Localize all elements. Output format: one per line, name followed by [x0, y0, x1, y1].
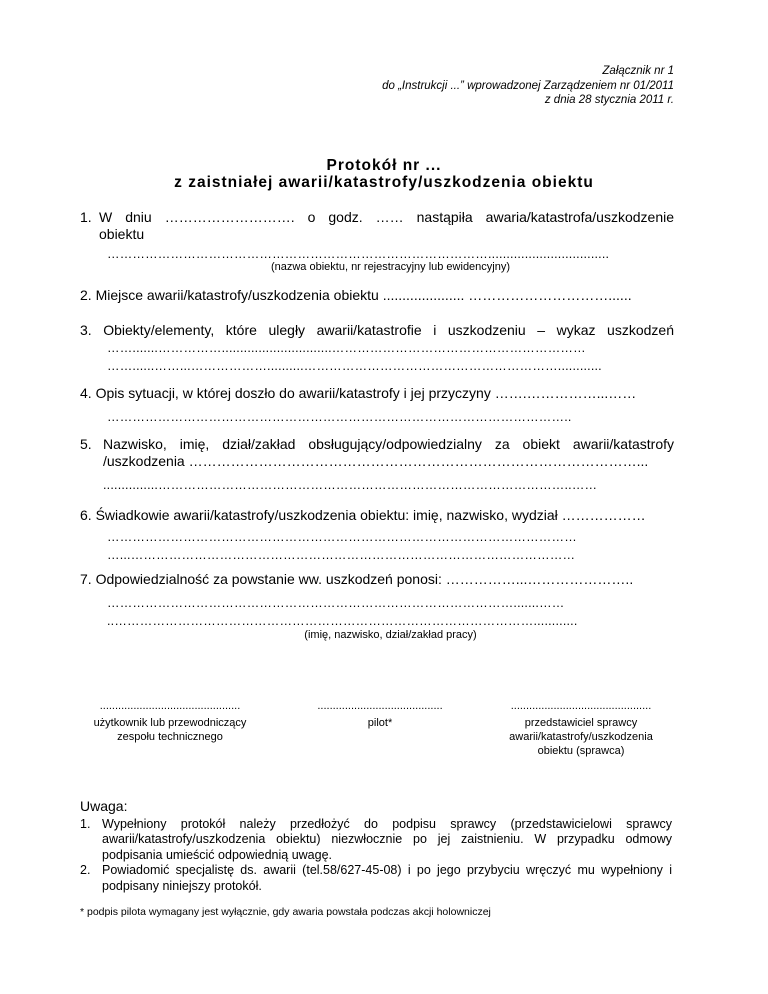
section-1-dots: ……………………………………………………………………………….................................: [107, 247, 610, 261]
footnote: * podpis pilota wymagany jest wyłącznie, gdy awaria powstała podczas akcji holowniczej: [80, 906, 491, 918]
signature-user-label-2: zespołu technicznego: [117, 731, 223, 743]
section-5-number: 5.: [80, 436, 92, 452]
section-4-dots-1: ………………………………………………………………………………………………..: [107, 410, 572, 424]
section-4: [80, 385, 674, 424]
document-title: [0, 157, 768, 191]
section-2-text: 2. Miejsce awarii/katastrofy/uszkodzenia obiektu ..................... …………………………......: [80, 287, 632, 303]
signature-user-dots: ..............................................: [99, 700, 241, 712]
note-item-2: [80, 863, 672, 894]
section-5-text-b: /uszkodzenia ……………………………………………………………………………………...: [103, 453, 649, 469]
section-3-dots-1: …….......……………..............................……………………………………………………: [107, 341, 586, 355]
signature-pilot: [286, 700, 474, 730]
signature-perpetrator: [486, 700, 676, 758]
annex-line-2: do „Instrukcji ...” wprowadzonej Zarządzeniem nr 01/2011: [382, 79, 674, 92]
section-3-dots-2: ……......……...………………..........……………………………………………………............: [107, 359, 602, 373]
annex-header: [382, 64, 674, 108]
section-5-dots-1: ...............……………………………………………………………………………………..……: [103, 478, 598, 492]
notes-heading: Uwaga:: [80, 798, 128, 814]
section-5: [80, 436, 674, 492]
section-7-dots-2: ..………………………………………………………………………………………............: [107, 614, 578, 628]
signature-pilot-dots: .........................................: [317, 700, 443, 712]
annex-line-1: Załącznik nr 1: [602, 65, 674, 77]
signature-user-label-1: użytkownik lub przewodniczący: [93, 717, 247, 729]
note-item-1-text: Wypełniony protokół należy przedłożyć do podpisu sprawcy (przedstawicielowi sprawcy awarii/katastrofy/uszkodzenia obiektu) niezwłocznie po jej zaistnieniu. W przypadku odmowy podpisania umieścić odpowiednią uwagę.: [102, 816, 672, 862]
section-7-text: 7. Odpowiedzialność za powstanie ww. uszkodzeń ponosi: ……………...…………………..: [80, 571, 634, 587]
section-1-caption: (nazwa obiektu, nr rejestracyjny lub ewidencyjny): [270, 261, 511, 273]
signature-perpetrator-label-1: przedstawiciel sprawcy: [524, 717, 638, 729]
section-1-number: 1.: [80, 209, 92, 225]
notes-block: [80, 799, 672, 894]
section-6-text: 6. Świadkowie awarii/katastrofy/uszkodzenia obiektu: imię, nazwisko, wydział ………………: [80, 507, 646, 523]
signature-perpetrator-label-2: awarii/katastrofy/uszkodzenia: [509, 731, 653, 743]
section-3-text: 3. Obiekty/elementy, które uległy awarii/katastrofie i uszkodzeniu – wykaz uszkodzeń: [80, 322, 674, 338]
note-item-2-number: 2.: [80, 863, 91, 877]
section-6: [80, 507, 674, 562]
signature-pilot-label-1: pilot*: [367, 717, 393, 729]
section-1: [80, 209, 674, 274]
section-7-caption: (imię, nazwisko, dział/zakład pracy): [304, 629, 477, 641]
section-2: [80, 287, 674, 304]
section-6-dots-1: …………………………………………………………………………………………………: [107, 530, 577, 544]
section-4-text: 4. Opis sytuacji, w której doszło do awarii/katastrofy i jej przyczyny …….……………...……: [80, 385, 637, 401]
section-1-text-a: W dniu ………………………. o godz. …… nastąpiła awaria/katastrofa/uszkodzenie: [99, 209, 674, 225]
signature-perpetrator-label-3: obiektu (sprawca): [537, 745, 625, 757]
title-line-1: Protokół nr ...: [326, 157, 442, 174]
section-7-dots-1: …………………………………………………………………………………….......……: [107, 596, 565, 610]
section-5-text-a: Nazwisko, imię, dział/zakład obsługujący/odpowiedzialny za obiekt awarii/katastrofy: [103, 436, 674, 452]
section-6-dots-2: …...……………………………………………………………………………………………: [107, 548, 576, 562]
notes-list: [80, 817, 672, 895]
note-item-2-text: Powiadomić specjalistę ds. awarii (tel.58/627-45-08) i po jego przybyciu wręczyć mu wypełniony i podpisany niniejszy protokół.: [102, 863, 672, 893]
signature-user: [80, 700, 260, 744]
section-3: [80, 322, 674, 373]
note-item-1-number: 1.: [80, 816, 91, 831]
note-item-1: [80, 817, 672, 864]
section-1-text-b: obiektu: [99, 226, 145, 242]
title-line-2: z zaistniałej awarii/katastrofy/uszkodzenia obiektu: [174, 174, 594, 191]
signature-perpetrator-dots: ..............................................: [510, 700, 652, 712]
annex-line-3: z dnia 28 stycznia 2011 r.: [544, 94, 674, 106]
section-7: [80, 571, 674, 642]
